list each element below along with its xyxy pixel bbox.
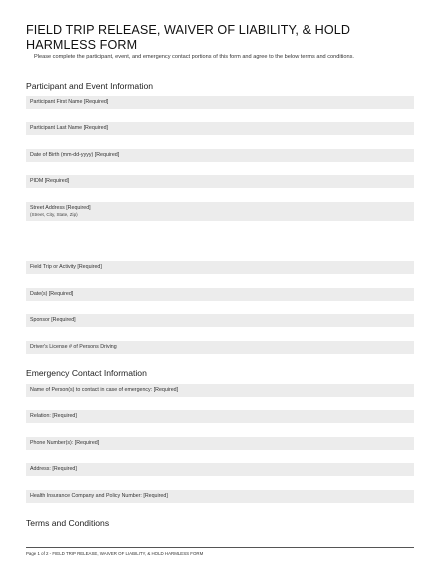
field-label: Date of Birth (mm-dd-yyyy) [Required] [30, 152, 120, 158]
street-address-field[interactable] [26, 202, 414, 221]
field-trip-activity-field[interactable] [26, 261, 414, 274]
field-label: Address: [Required] [30, 466, 77, 472]
footer-divider [26, 547, 414, 548]
dates-field[interactable] [26, 288, 414, 301]
participant-last-name-field[interactable] [26, 122, 414, 135]
form-title: FIELD TRIP RELEASE, WAIVER OF LIABILITY, & HOLD HARMLESS FORM [26, 23, 351, 52]
field-label: Sponsor [Required] [30, 317, 76, 323]
section-heading-emergency: Emergency Contact Information [26, 368, 147, 378]
date-of-birth-field[interactable] [26, 149, 414, 162]
field-label: Participant First Name [Required] [30, 99, 109, 105]
field-label: PIDM [Required] [30, 178, 70, 184]
page-footer: Page 1 of 2 - FIELD TRIP RELEASE, WAIVER OF LIABILITY, & HOLD HARMLESS FORM [26, 551, 204, 556]
field-label: Phone Number(s): [Required] [30, 440, 100, 446]
field-label: Relation: [Required] [30, 413, 77, 419]
relation-field[interactable] [26, 410, 414, 423]
section-heading-terms: Terms and Conditions [26, 518, 110, 528]
emergency-contact-name-field[interactable] [26, 384, 414, 397]
drivers-license-field[interactable] [26, 341, 414, 354]
address-field[interactable] [26, 463, 414, 476]
section-heading-participant: Participant and Event Information [26, 81, 154, 91]
pidm-field[interactable] [26, 175, 414, 188]
form-instructions: Please complete the participant, event, and emergency contact portions of this form and agree to the below terms and conditions. [34, 54, 354, 60]
field-label: Date(s) [Required] [30, 291, 74, 297]
field-label: Street Address [Required] [30, 205, 91, 211]
health-insurance-field[interactable] [26, 490, 414, 503]
field-label: Driver's License # of Persons Driving [30, 344, 117, 350]
field-label: Participant Last Name [Required] [30, 125, 109, 131]
field-label: Health Insurance Company and Policy Number: [Required] [30, 493, 168, 499]
field-label: Field Trip or Activity [Required] [30, 264, 102, 270]
phone-numbers-field[interactable] [26, 437, 414, 450]
participant-first-name-field[interactable] [26, 96, 414, 109]
sponsor-field[interactable] [26, 314, 414, 327]
field-label: Name of Person(s) to contact in case of emergency: [Required] [30, 387, 179, 393]
field-sublabel: (Street, City, State, Zip) [30, 211, 78, 217]
